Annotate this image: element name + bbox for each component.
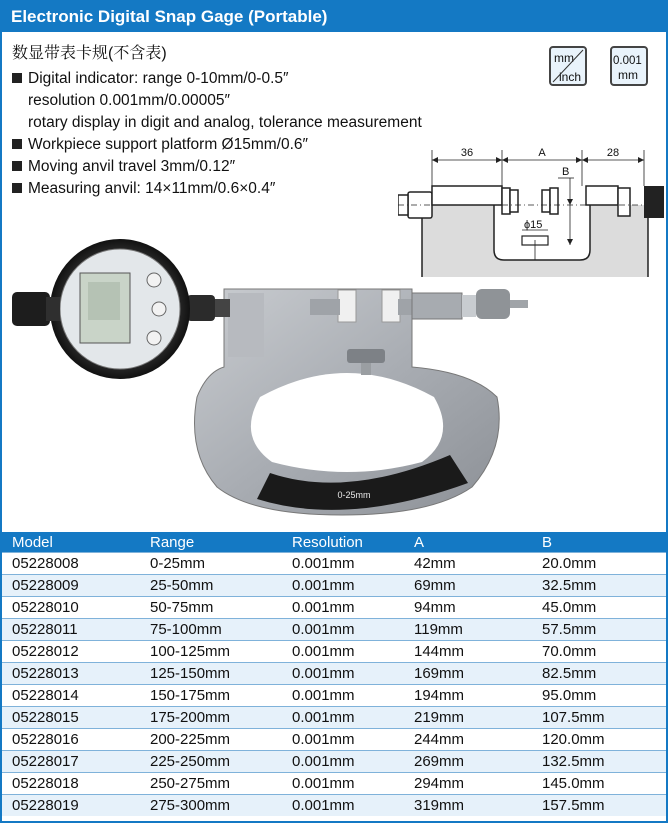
- bullet-square-icon: [12, 161, 22, 171]
- page-title: Electronic Digital Snap Gage (Portable): [2, 2, 666, 32]
- column-header: Model: [2, 532, 140, 553]
- bullet-square-icon: [12, 183, 22, 193]
- spec-item: Measuring anvil: 14×11mm/0.6×0.4″: [12, 178, 422, 200]
- table-row: 05228019 275-300mm 0.001mm 319mm 157.5mm: [2, 795, 666, 817]
- spec-item: Moving anvil travel 3mm/0.12″: [12, 156, 422, 178]
- column-header: Range: [140, 532, 282, 553]
- column-header: A: [404, 532, 532, 553]
- table-row: 05228017 225-250mm 0.001mm 269mm 132.5mm: [2, 751, 666, 773]
- spec-item-continued: resolution 0.001mm/0.00005″: [28, 92, 230, 109]
- mm-inch-switch-icon: mm inch: [549, 46, 587, 86]
- bullet-square-icon: [12, 73, 22, 83]
- dimension-label-right: 28: [606, 147, 620, 159]
- table-row: 05228016 200-225mm 0.001mm 244mm 120.0mm: [2, 729, 666, 751]
- chinese-subtitle: 数显带表卡规(不含表): [12, 45, 167, 62]
- table-header-row: [2, 532, 666, 553]
- table-row: 05228011 75-100mm 0.001mm 119mm 57.5mm: [2, 619, 666, 641]
- column-header: Resolution: [282, 532, 404, 553]
- resolution-icon: 0.001 mm: [610, 46, 648, 86]
- model-table: [2, 532, 666, 816]
- dimension-label-b: B: [562, 166, 570, 178]
- table-row: 05228008 0-25mm 0.001mm 42mm 20.0mm: [2, 553, 666, 575]
- column-header: B: [532, 532, 666, 553]
- table-row: 05228013 125-150mm 0.001mm 169mm 82.5mm: [2, 663, 666, 685]
- table-row: 05228010 50-75mm 0.001mm 94mm 45.0mm: [2, 597, 666, 619]
- table-row: 05228018 250-275mm 0.001mm 294mm 145.0mm: [2, 773, 666, 795]
- spec-item: Workpiece support platform Ø15mm/0.6″: [12, 134, 422, 156]
- dimension-label-phi: ϕ15: [524, 219, 543, 231]
- spec-list: [12, 68, 422, 200]
- snap-gage-photo: [2, 237, 666, 532]
- bullet-square-icon: [12, 139, 22, 149]
- frame-size-label: 0-25mm: [337, 490, 371, 500]
- spec-item: Digital indicator: range 0-10mm/0-0.5″: [12, 68, 422, 90]
- table-row: 05228015 175-200mm 0.001mm 219mm 107.5mm: [2, 707, 666, 729]
- table-row: 05228009 25-50mm 0.001mm 69mm 32.5mm: [2, 575, 666, 597]
- dimension-label-a: A: [538, 147, 546, 159]
- table-row: 05228014 150-175mm 0.001mm 194mm 95.0mm: [2, 685, 666, 707]
- dimension-label-left: 36: [460, 147, 474, 159]
- spec-item-continued: rotary display in digit and analog, tolerance measurement: [28, 114, 422, 131]
- table-row: 05228012 100-125mm 0.001mm 144mm 70.0mm: [2, 641, 666, 663]
